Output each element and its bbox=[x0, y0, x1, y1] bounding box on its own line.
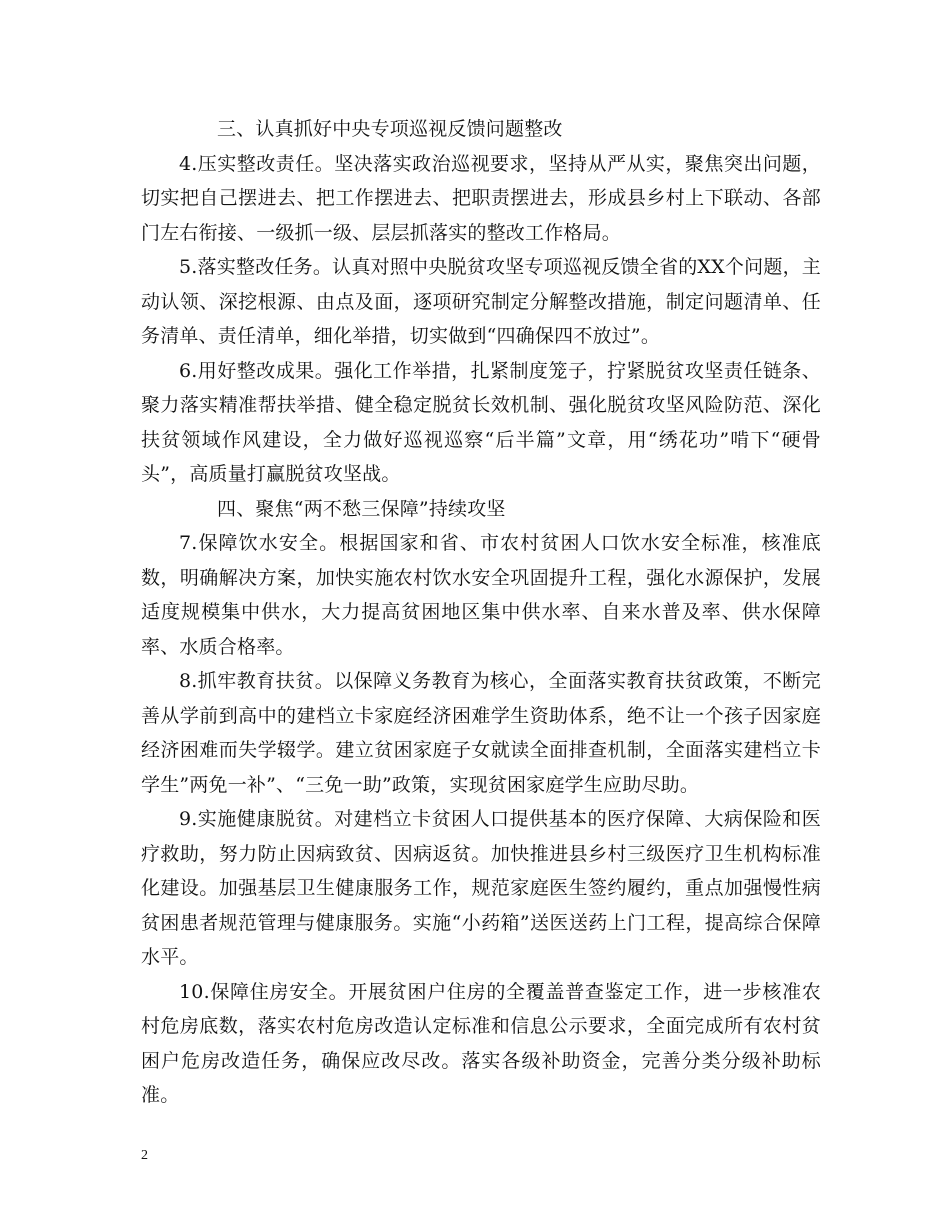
paragraph: 6.用好整改成果。强化工作举措，扎紧制度笼子，拧紧脱贫攻坚责任链条、聚力落实精准帮扶举措、健全稳定脱贫长效机制、强化脱贫攻坚风险防范、深化扶贫领域作风建设，全力做好巡视巡察“后半篇”文章，用“绣花功”啃下“硬骨头”，高质量打赢脱贫攻坚战。 bbox=[141, 359, 821, 485]
paragraph: 8.抓牢教育扶贫。以保障义务教育为核心，全面落实教育扶贫政策，不断完善从学前到高中的建档立卡家庭经济困难学生资助体系，绝不让一个孩子因家庭经济困难而失学辍学。建立贫困家庭子女就读全面排查机制，全面落实建档立卡学生”两免一补”、“三免一助”政策，实现贫困家庭学生应助尽助。 bbox=[141, 670, 821, 796]
paragraph: 10.保障住房安全。开展贫困户住房的全覆盖普查鉴定工作，进一步核准农村危房底数，落实农村危房改造认定标准和信息公示要求，全面完成所有农村贫困户危房改造任务，确保应改尽改。落实各级补助资金，完善分类分级补助标准。 bbox=[141, 980, 821, 1106]
page-number: 2 bbox=[141, 1148, 148, 1163]
paragraph: 5.落实整改任务。认真对照中央脱贫攻坚专项巡视反馈全省的XX个问题，主动认领、深挖根源、由点及面，逐项研究制定分解整改措施，制定问题清单、任务清单、责任清单，细化举措，切实做到“四确保四不放过”。 bbox=[141, 256, 821, 347]
paragraph: 9.实施健康脱贫。对建档立卡贫困人口提供基本的医疗保障、大病保险和医疗救助，努力防止因病致贫、因病返贫。加快推进县乡村三级医疗卫生机构标准化建设。加强基层卫生健康服务工作，规范家庭医生签约履约，重点加强慢性病贫困患者规范管理与健康服务。实施“小药箱”送医送药上门工程，提高综合保障水平。 bbox=[141, 808, 821, 968]
paragraph: 7.保障饮水安全。根据国家和省、市农村贫困人口饮水安全标准，核准底数，明确解决方案，加快实施农村饮水安全巩固提升工程，强化水源保护，发展适度规模集中供水，大力提高贫困地区集中供水率、自来水普及率、供水保障率、水质合格率。 bbox=[141, 532, 821, 658]
section-heading: 三、认真抓好中央专项巡视反馈问题整改 bbox=[217, 118, 563, 140]
paragraph: 4.压实整改责任。坚决落实政治巡视要求，坚持从严从实，聚焦突出问题，切实把自己摆进去、把工作摆进去、把职责摆进去，形成县乡村上下联动、各部门左右衔接、一级抓一级、层层抓落实的整改工作格局。 bbox=[141, 152, 821, 244]
section-heading: 四、聚焦“两不愁三保障”持续攻坚 bbox=[217, 497, 506, 520]
document-body bbox=[141, 112, 821, 1113]
